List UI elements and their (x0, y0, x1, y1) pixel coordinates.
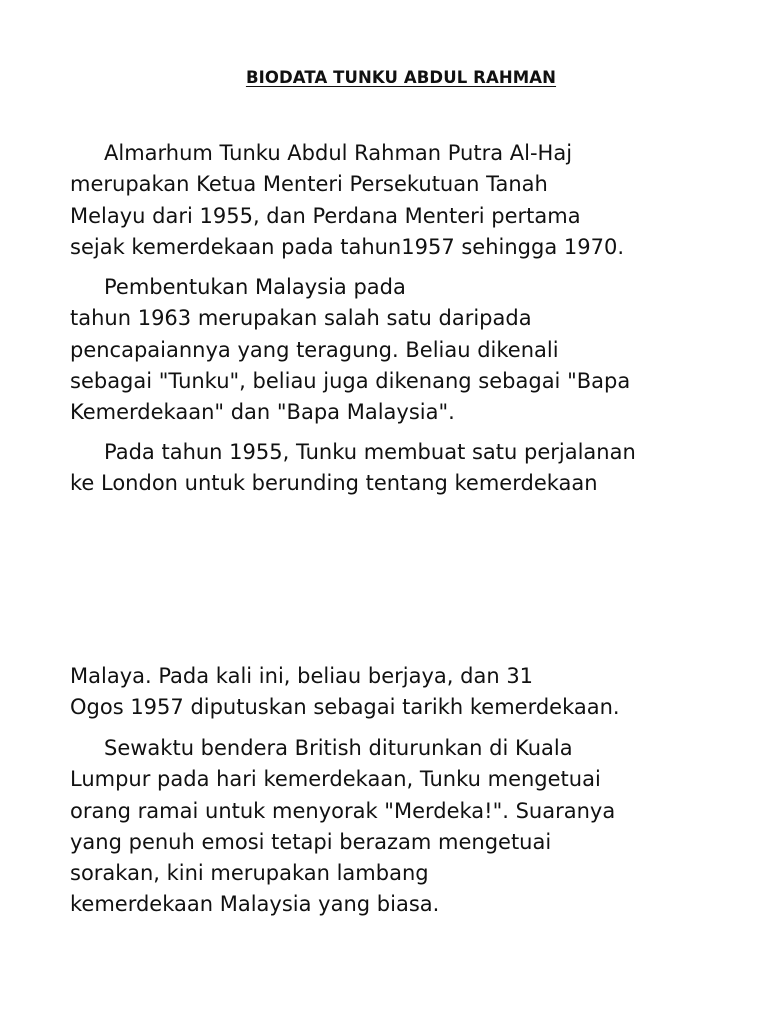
paragraph-line: Melayu dari 1955, dan Perdana Menteri pertama (70, 203, 581, 228)
paragraph-2 (70, 272, 710, 428)
paragraph-line: kemerdekaan Malaysia yang biasa. (70, 892, 440, 917)
paragraph-4 (70, 661, 710, 724)
paragraph-line: Pada tahun 1955, Tunku membuat satu perjalanan (104, 440, 636, 464)
paragraph-line: sorakan, kini merupakan lambang (70, 861, 429, 886)
paragraph-3 (70, 437, 710, 500)
paragraph-line: Sewaktu bendera British diturunkan di Kuala (104, 736, 573, 760)
document-title: BIODATA TUNKU ABDUL RAHMAN (245, 68, 557, 87)
paragraph-line: Malaya. Pada kali ini, beliau berjaya, dan 31 (70, 664, 534, 688)
paragraph-5 (70, 733, 710, 921)
paragraph-line: Kemerdekaan" dan "Bapa Malaysia". (70, 400, 455, 425)
paragraph-line: ke London untuk berunding tentang kemerdekaan (70, 471, 598, 496)
paragraph-line: Almarhum Tunku Abdul Rahman Putra Al-Haj (104, 141, 573, 165)
paragraph-line: pencapaiannya yang teragung. Beliau dikenali (70, 337, 559, 362)
paragraph-line: sejak kemerdekaan pada tahun1957 sehingga 1970. (70, 234, 624, 259)
paragraph-1 (70, 138, 710, 263)
paragraph-line: Pembentukan Malaysia pada (104, 275, 406, 299)
paragraph-line: orang ramai untuk menyorak "Merdeka!". Suaranya (70, 798, 616, 823)
paragraph-line: tahun 1963 merupakan salah satu daripada (70, 306, 532, 331)
paragraph-line: Ogos 1957 diputuskan sebagai tarikh kemerdekaan. (70, 695, 620, 720)
paragraph-line: Lumpur pada hari kemerdekaan, Tunku mengetuai (70, 767, 601, 792)
paragraph-line: merupakan Ketua Menteri Persekutuan Tanah (70, 172, 548, 197)
paragraph-line: yang penuh emosi tetapi berazam mengetuai (70, 829, 552, 854)
paragraph-line: sebagai "Tunku", beliau juga dikenang sebagai "Bapa (70, 368, 631, 393)
